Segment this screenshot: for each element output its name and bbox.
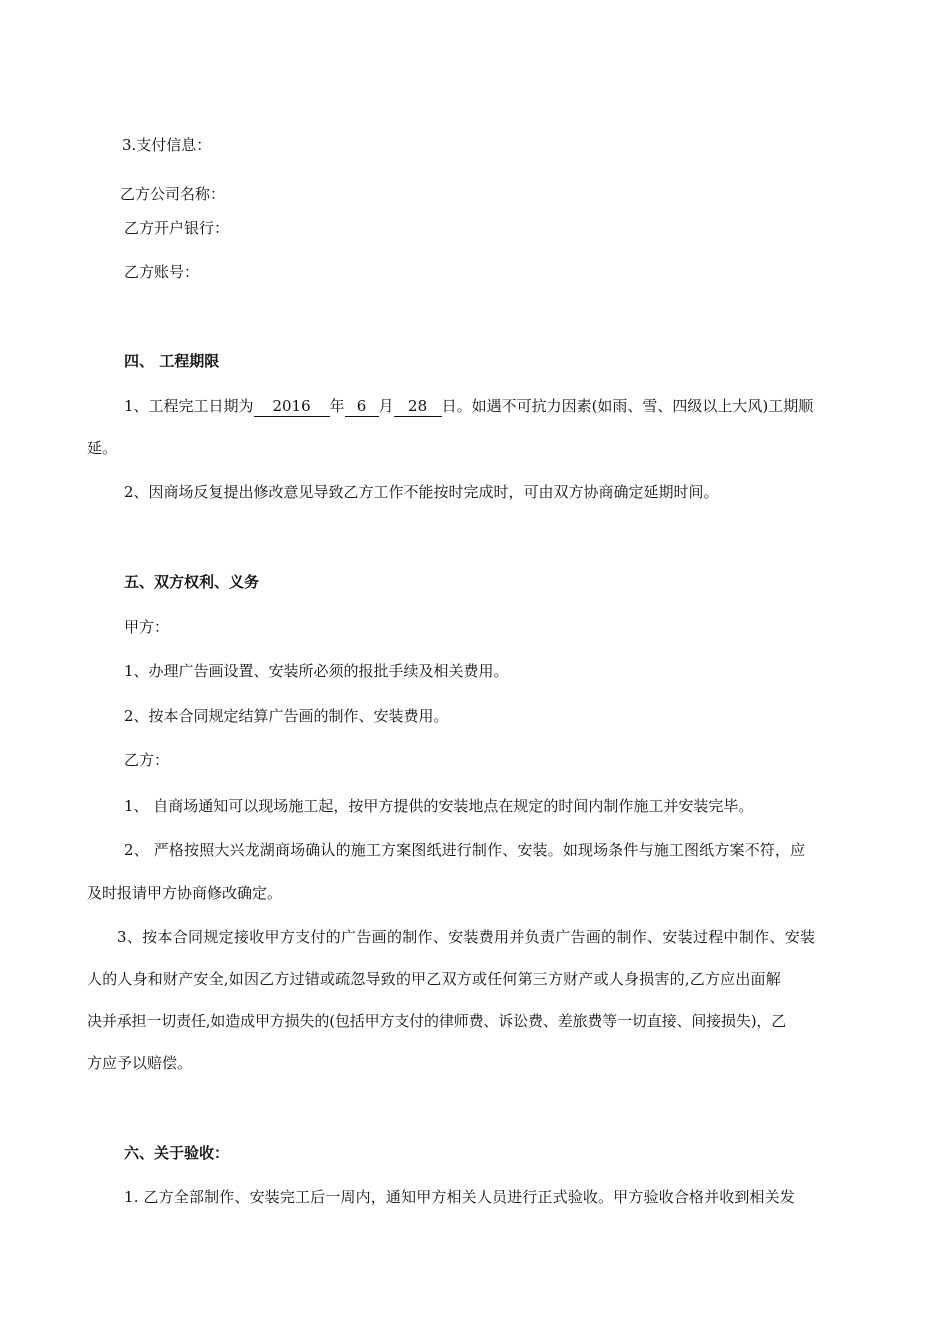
completion-year: 2016 (254, 396, 330, 417)
section-4-item-1-cont: 延。 (87, 439, 118, 457)
party-b-item-2-line-2: 及时报请甲方协商修改确定。 (87, 884, 283, 902)
party-b-item-3-line-2: 人的人身和财产安全,如因乙方过错或疏忽导致的甲乙双方或任何第三方财产或人身损害的,乙方应出面解 (87, 970, 781, 988)
completion-day: 28 (394, 396, 442, 417)
section-4-item-2: 2、因商场反复提出修改意见导致乙方工作不能按时完成时，可由双方协商确定延期时间。 (124, 483, 719, 501)
section-5-heading: 五、双方权利、义务 (124, 573, 260, 591)
party-a-item-2: 2、按本合同规定结算广告画的制作、安装费用。 (124, 707, 449, 725)
payment-heading: 3.支付信息： (122, 136, 212, 154)
section-4-item-1 (124, 396, 813, 417)
company-name-label: 乙方公司名称： (120, 185, 226, 203)
party-b-item-1: 1、 自商场通知可以现场施工起，按甲方提供的安装地点在规定的时间内制作施工并安装完毕。 (124, 797, 754, 815)
party-b-item-3-line-3: 决并承担一切责任,如造成甲方损失的(包括甲方支付的律师费、诉讼费、差旅费等一切直接、间接损失)，乙 (87, 1012, 787, 1030)
party-b-item-3-line-1: 3、按本合同规定接收甲方支付的广告画的制作、安装费用并负责广告画的制作、安装过程中制作、安装 (117, 928, 816, 946)
account-label: 乙方账号： (124, 263, 200, 281)
year-suffix: 年 (329, 397, 345, 415)
completion-month: 6 (345, 396, 379, 417)
party-b-item-2-line-1: 2、 严格按照大兴龙湖商场确认的施工方案图纸进行制作、安装。如现场条件与施工图纸方案不符，应 (124, 841, 806, 859)
party-a-label: 甲方： (124, 618, 170, 636)
party-a-item-1: 1、办理广告画设置、安装所必须的报批手续及相关费用。 (124, 662, 509, 680)
month-suffix: 月 (378, 397, 394, 415)
section-6-heading: 六、关于验收： (124, 1144, 230, 1162)
bank-label: 乙方开户银行： (124, 219, 230, 237)
item-1-suffix: 日。如遇不可抗力因素(如雨、雪、四级以上大风)工期顺 (441, 397, 814, 415)
party-b-item-3-line-4: 方应予以赔偿。 (87, 1054, 193, 1072)
party-b-label: 乙方： (124, 751, 170, 769)
section-4-heading: 四、 工程期限 (124, 352, 220, 370)
section-6-item-1: 1. 乙方全部制作、安装完工后一周内，通知甲方相关人员进行正式验收。甲方验收合格并收到相关发 (124, 1188, 795, 1206)
item-1-prefix: 1、工程完工日期为 (124, 397, 254, 415)
